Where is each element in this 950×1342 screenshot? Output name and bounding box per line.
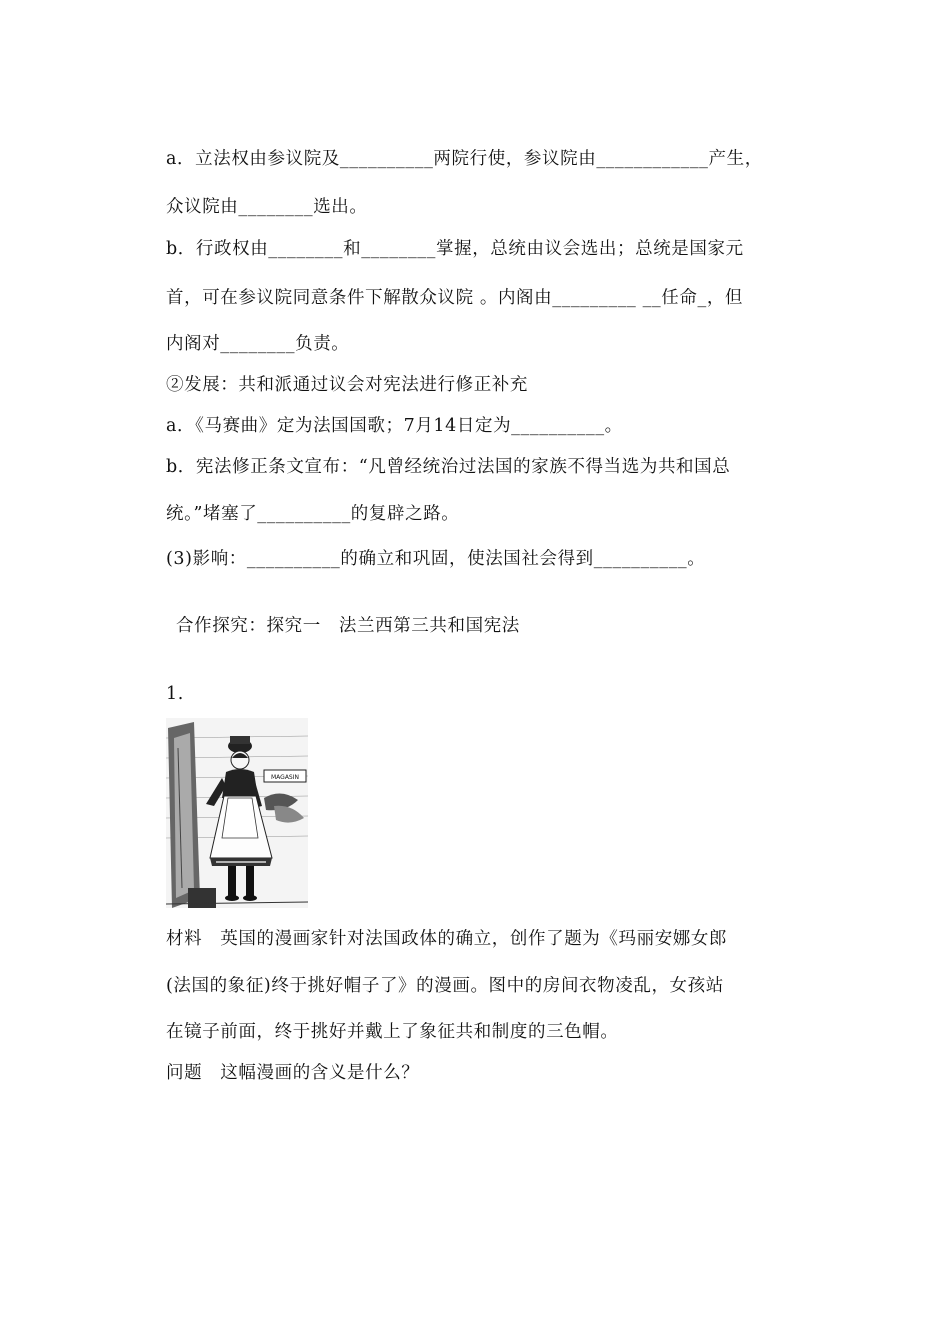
cartoon-marianne-illustration [166, 718, 308, 908]
line-president-powers: 首，可在参议院同意条件下解散众议院 。内阁由_________ __任命_，但 [166, 288, 744, 308]
material-line-2: (法国的象征)终于挑好帽子了》的漫画。图中的房间衣物凌乱，女孩站 [166, 976, 724, 996]
line-legislative-power: a．立法权由参议院及__________两院行使，参议院由____________产生， [166, 149, 763, 169]
line-anthem: a．《马赛曲》定为法国国歌；7月14日定为__________。 [166, 416, 623, 436]
question-line: 问题 这幅漫画的含义是什么？ [166, 1063, 420, 1083]
line-restoration: 统。”堵塞了__________的复辟之路。 [166, 504, 460, 524]
material-line-3: 在镜子前面，终于挑好并戴上了象征共和制度的三色帽。 [166, 1022, 619, 1042]
line-executive-power: b．行政权由________和________掌握，总统由议会选出；总统是国家元 [166, 239, 744, 259]
line-chamber-deputies: 众议院由________选出。 [166, 197, 368, 217]
material-line-1: 材料 英国的漫画家针对法国政体的确立，创作了题为《玛丽安娜女郎 [166, 929, 728, 949]
line-cabinet-responsibility: 内阁对________负责。 [166, 334, 350, 354]
line-amendment: b．宪法修正条文宣布：“凡曾经统治过法国的家族不得当选为共和国总 [166, 457, 731, 477]
item-number: 1. [166, 684, 184, 704]
line-development-heading: ②发展：共和派通过议会对宪法进行修正补充 [166, 375, 528, 395]
section-heading-inquiry: 合作探究：探究一 法兰西第三共和国宪法 [176, 616, 520, 636]
line-impact: (3)影响：__________的确立和巩固，使法国社会得到__________。 [166, 549, 706, 569]
shop-sign-text: MAGASIN [271, 774, 299, 781]
